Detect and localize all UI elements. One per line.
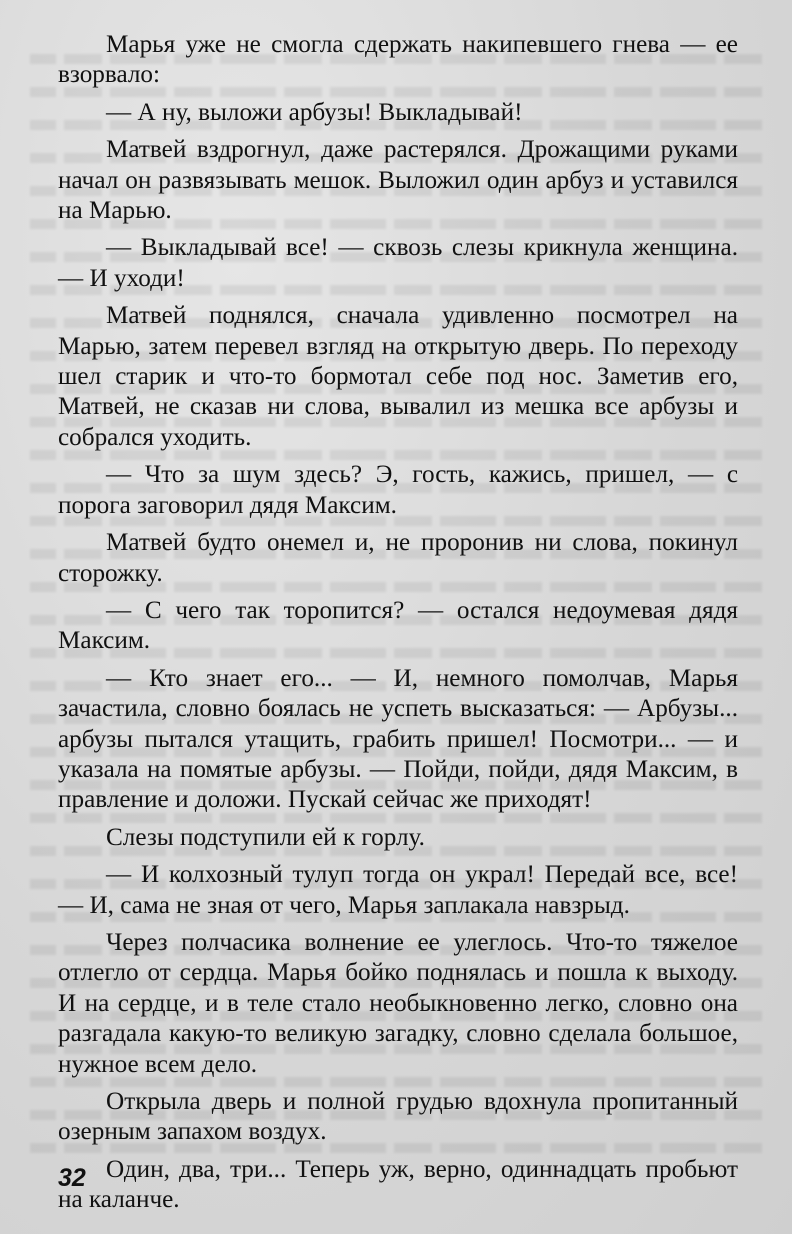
page-number: 32 — [58, 1164, 86, 1192]
paragraph: — Кто знает его... — И, немного помолчав, Марья зачастила, словно боялась не успеть высказаться: — Арбузы... арбузы пытался утащить, грабить пришел! Посмотри... — и указала на помятые арбузы. — Пойди, пойди, дядя Максим, в правление и доложи. Пускай сейчас же приходят! — [58, 664, 738, 814]
paragraph: Через полчасика волнение ее улеглось. Что-то тяжелое отлегло от сердца. Марья бойко поднялась и пошла к выходу. И на сердце, и в теле стало необыкновенно легко, словно она разгадала какую-то великую загадку, словно сделала большое, нужное всем дело. — [58, 928, 738, 1078]
paragraph: Один, два, три... Теперь уж, верно, одиннадцать пробьют на каланче. — [58, 1155, 738, 1214]
paragraph: — Что за шум здесь? Э, гость, кажись, пришел, — с порога заговорил дядя Максим. — [58, 461, 738, 519]
paragraph: Марья уже не смогла сдержать накипевшего гнева — ее взорвало: — [58, 31, 738, 89]
paragraph: — И колхозный тулуп тогда он украл! Передай все, все! — И, сама не зная от чего, Марья заплакала навзрыд. — [58, 861, 738, 919]
paragraph: Слезы подступили ей к горлу. — [106, 823, 425, 851]
paragraph: — А ну, выложи арбузы! Выкладывай! — [106, 98, 523, 126]
paragraph: — Выкладывай все! — сквозь слезы крикнула женщина. — И уходи! — [58, 234, 738, 292]
paragraph: Матвей вздрогнул, даже растерялся. Дрожащими руками начал он развязывать мешок. Выложил один арбуз и уставился на Марью. — [58, 136, 738, 225]
paragraph: — С чего так торопится? — остался недоумевая дядя Максим. — [58, 596, 738, 655]
paragraph: Матвей будто онемел и, не проронив ни слова, покинул сторожку. — [58, 529, 738, 587]
body-text — [58, 30, 738, 1216]
paragraph: Открыла дверь и полной грудью вдохнула пропитанный озерным запахом воздух. — [58, 1088, 738, 1146]
paragraph: Матвей поднялся, сначала удивленно посмотрел на Марью, затем перевел взгляд на открытую дверь. По переходу шел старик и что-то бормотал себе под нос. Заметив его, Матвей, не сказав ни слова, вывалил из мешка все арбузы и собрался уходить. — [58, 302, 738, 451]
